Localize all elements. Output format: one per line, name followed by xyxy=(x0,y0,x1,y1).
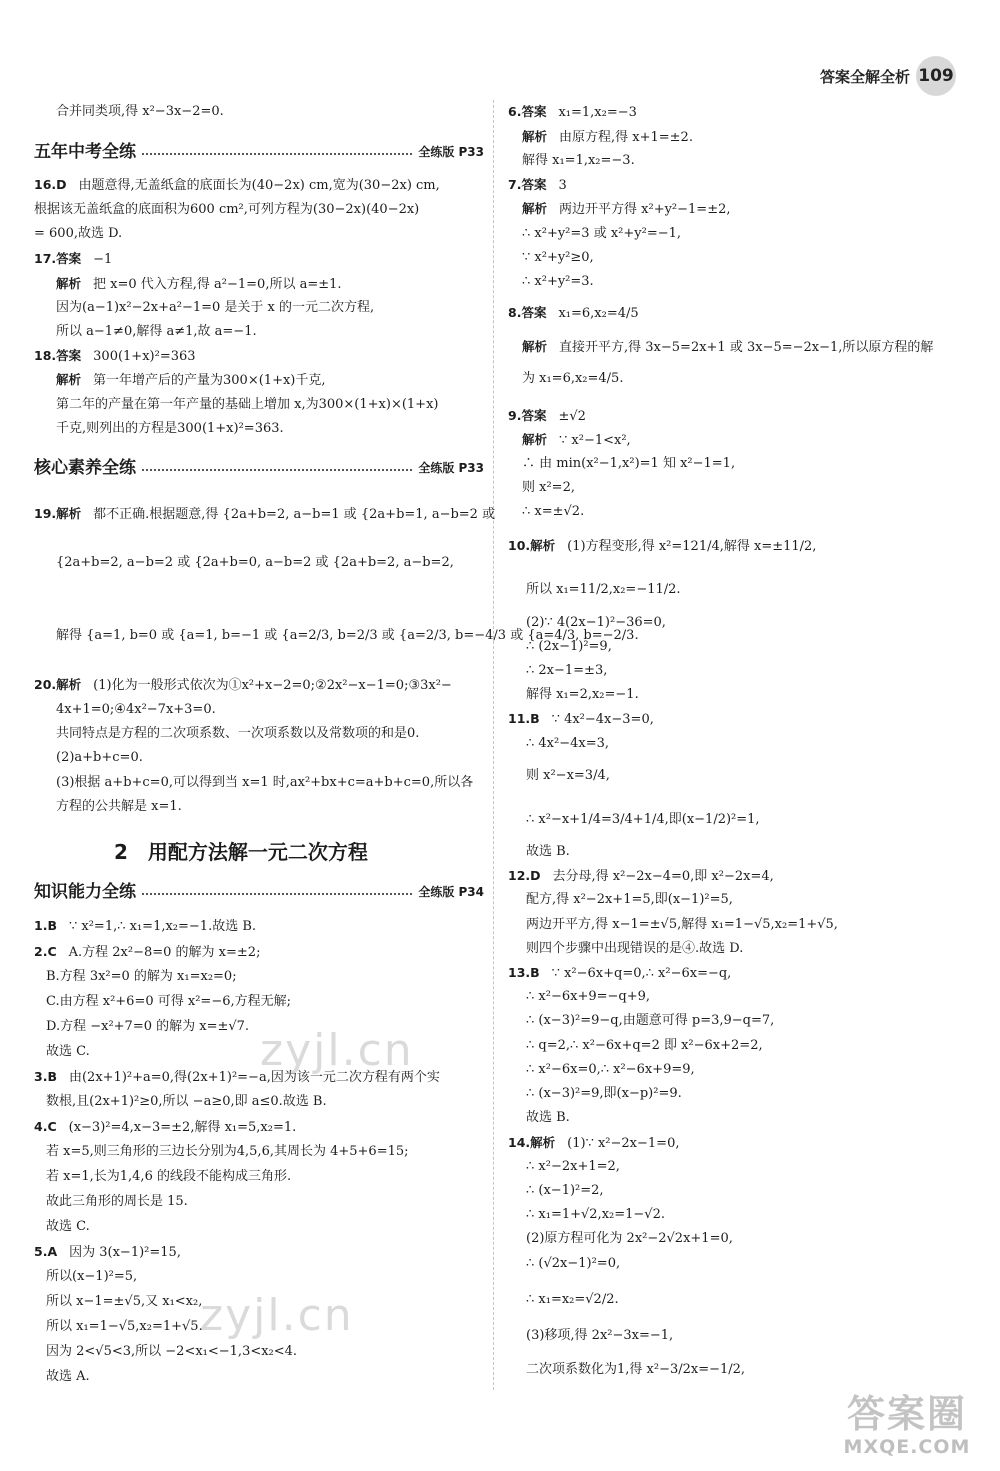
chapter-heading xyxy=(114,838,368,866)
text-line: 解得 x₁=1,x₂=−3. xyxy=(522,153,635,168)
answer-text: x₁=6,x₂=4/5 xyxy=(558,306,639,321)
question-number: 20.解析 xyxy=(34,677,82,692)
text-line: ∴ 4x²−4x=3, xyxy=(526,736,610,751)
text-line: (3)根据 a+b+c=0,可以得到当 x=1 时,ax²+bx+c=a+b+c=0,所以各 xyxy=(56,775,474,790)
analysis-label: 解析 xyxy=(56,276,82,291)
text-line: (2)∵ 4(2x−1)²−36=0, xyxy=(526,615,666,630)
section-header xyxy=(34,140,484,164)
analysis-text: 两边开平方得 x²+y²−1=±2, xyxy=(559,202,731,217)
section-header xyxy=(34,880,484,904)
answer-line xyxy=(508,102,637,123)
text-line: B.方程 3x²=0 的解为 x₁=x₂=0; xyxy=(46,969,237,984)
watermark-text: zyjl.cn xyxy=(200,1290,354,1341)
text-line: 方程的公共解是 x=1. xyxy=(56,799,182,814)
text-line: (2)a+b+c=0. xyxy=(56,750,143,765)
question-number: 19.解析 xyxy=(34,506,82,521)
section-ref: 全练版 P33 xyxy=(412,456,484,480)
answer-line xyxy=(34,1117,296,1138)
logo-url: MXQE.COM xyxy=(843,1436,971,1458)
text-line: 共同特点是方程的二次项系数、一次项系数以及常数项的和是0. xyxy=(56,726,420,741)
text-line: ∴ x²−6x+9=−q+9, xyxy=(526,989,651,1004)
question-number: 6.答案 xyxy=(508,104,547,119)
text-line: ∴ (x−3)²=9−q,由题意可得 p=3,9−q=7, xyxy=(526,1013,775,1028)
analysis-line xyxy=(56,274,342,295)
answer-line xyxy=(34,916,256,937)
answer-line xyxy=(508,1133,679,1154)
text-line: 解得 x₁=2,x₂=−1. xyxy=(526,687,639,702)
text-line: 则 x²=2, xyxy=(522,480,575,495)
section-header xyxy=(34,456,484,480)
answer-text: ∵ x²−6x+q=0,∴ x²−6x=−q, xyxy=(551,966,732,981)
analysis-line xyxy=(522,199,731,220)
text-line: ∵ x²+y²≥0, xyxy=(522,250,594,265)
text-line: ∴ x²−6x=0,∴ x²−6x+9=9, xyxy=(526,1062,695,1077)
text-line: 故选 B. xyxy=(526,1110,570,1125)
text-line: 所以 x−1=±√5,又 x₁<x₂, xyxy=(46,1294,203,1309)
analysis-line xyxy=(56,370,326,391)
answer-text: 由题意得,无盖纸盒的底面长为(40−2x) cm,宽为(30−2x) cm, xyxy=(78,178,440,193)
text-line: 千克,则列出的方程是300(1+x)²=363. xyxy=(56,421,284,436)
text-line: 为 x₁=6,x₂=4/5. xyxy=(522,371,624,386)
logo-text: 答案圈 xyxy=(846,1392,967,1436)
question-number: 2.C xyxy=(34,944,57,959)
answer-line xyxy=(508,866,774,887)
text-line: 则四个步骤中出现错误的是④.故选 D. xyxy=(526,941,744,956)
text-line: 4x+1=0;④4x²−7x+3=0. xyxy=(56,702,216,717)
answer-text: ∵ x²=1,∴ x₁=1,x₂=−1.故选 B. xyxy=(68,919,257,934)
answer-line xyxy=(508,406,586,427)
analysis-text: 直接开平方,得 3x−5=2x+1 或 3x−5=−2x−1,所以原方程的解 xyxy=(559,340,934,355)
question-number: 5.A xyxy=(34,1244,58,1259)
text-line: ∴ q=2,∴ x²−6x+q=2 即 x²−6x+2=2, xyxy=(526,1038,763,1053)
text-line: 根据该无盖纸盒的底面积为600 cm²,可列方程为(30−2x)(40−2x) xyxy=(34,202,420,217)
text-line: ∴ x₁=1+√2,x₂=1−√2. xyxy=(526,1207,665,1222)
section-title: 知识能力全练 xyxy=(34,880,142,904)
question-number: 12.D xyxy=(508,868,541,883)
watermark-logo xyxy=(832,1392,982,1462)
text-line: 故选 C. xyxy=(46,1219,90,1234)
text-line: ∴ (x−1)²=2, xyxy=(526,1183,604,1198)
answer-text: 300(1+x)²=363 xyxy=(93,349,196,364)
text-line: 数根,且(2x+1)²≥0,所以 −a≥0,即 a≤0.故选 B. xyxy=(46,1094,327,1109)
answer-line xyxy=(508,963,731,984)
text-line: 因为(a−1)x²−2x+a²−1=0 是关于 x 的一元二次方程, xyxy=(56,300,375,315)
text-line: 所以(x−1)²=5, xyxy=(46,1269,138,1284)
text-line: 因为 2<√5<3,所以 −2<x₁<−1,3<x₂<4. xyxy=(46,1344,298,1359)
text-line: 两边开平方,得 x−1=±√5,解得 x₁=1−√5,x₂=1+√5, xyxy=(526,917,838,932)
text-line: ∴ x₁=x₂=√2/2. xyxy=(526,1292,619,1307)
section-title: 五年中考全练 xyxy=(34,140,142,164)
text-line: ∴ x=±√2. xyxy=(522,504,585,519)
analysis-text: 由原方程,得 x+1=±2. xyxy=(559,130,693,145)
section-title: 核心素养全练 xyxy=(34,456,142,480)
text-line: ∴ 2x−1=±3, xyxy=(526,663,608,678)
answer-text: 由(2x+1)²+a=0,得(2x+1)²=−a,因为该一元二次方程有两个实 xyxy=(68,1070,440,1085)
question-number: 18.答案 xyxy=(34,348,82,363)
question-number: 4.C xyxy=(34,1119,57,1134)
question-number: 11.B xyxy=(508,711,540,726)
question-number: 16.D xyxy=(34,177,67,192)
answer-line xyxy=(34,504,495,525)
text-line: ∴ x²−2x+1=2, xyxy=(526,1159,620,1174)
answer-line xyxy=(34,942,260,963)
answer-line xyxy=(508,709,654,730)
column-divider xyxy=(493,100,494,1390)
header-title: 答案全解全析 xyxy=(819,68,910,86)
text-line: 故选 C. xyxy=(46,1044,90,1059)
chapter-title: 用配方法解一元二次方程 xyxy=(147,840,368,864)
text-line: ∴ x²+y²=3 或 x²+y²=−1, xyxy=(522,226,682,241)
answer-text: 3 xyxy=(558,178,567,193)
answer-text: 因为 3(x−1)²=15, xyxy=(69,1245,181,1260)
answer-line xyxy=(508,303,639,324)
analysis-line xyxy=(522,127,693,148)
answer-text: 去分母,得 x²−2x−4=0,即 x²−2x=4, xyxy=(552,869,774,884)
question-number: 17.答案 xyxy=(34,251,82,266)
answer-text: (1)化为一般形式依次为①x²+x−2=0;②2x²−x−1=0;③3x²− xyxy=(93,678,452,693)
text-line: C.由方程 x²+6=0 可得 x²=−6,方程无解; xyxy=(46,994,291,1009)
chapter-number: 2 xyxy=(114,840,128,864)
text-line: ∴ x²+y²=3. xyxy=(522,274,594,289)
question-number: 7.答案 xyxy=(508,177,547,192)
section-ref: 全练版 P33 xyxy=(412,140,484,164)
analysis-label: 解析 xyxy=(56,372,82,387)
text-line: 故此三角形的周长是 15. xyxy=(46,1194,188,1209)
text-line: 若 x=5,则三角形的三边长分别为4,5,6,其周长为 4+5+6=15; xyxy=(46,1144,409,1159)
answer-text: −1 xyxy=(93,252,113,267)
answer-text: (1)∵ x²−2x−1=0, xyxy=(567,1136,680,1151)
question-number: 8.答案 xyxy=(508,305,547,320)
analysis-text: 第一年增产后的产量为300×(1+x)千克, xyxy=(93,373,326,388)
page-number: 109 xyxy=(916,56,956,96)
question-number: 13.B xyxy=(508,965,540,980)
text-line: ∴ x²−x+1/4=3/4+1/4,即(x−1/2)²=1, xyxy=(526,812,760,827)
text-line: ∴ (√2x−1)²=0, xyxy=(526,1256,621,1271)
text-line: 故选 A. xyxy=(46,1369,90,1384)
text-line: (3)移项,得 2x²−3x=−1, xyxy=(526,1328,674,1343)
analysis-label: 解析 xyxy=(522,339,548,354)
analysis-line xyxy=(522,430,631,451)
text-line: ∴ 由 min(x²−1,x²)=1 知 x²−1=1, xyxy=(522,456,736,471)
text-line: (2)原方程可化为 2x²−2√2x+1=0, xyxy=(526,1231,733,1246)
text-line: 若 x=1,长为1,4,6 的线段不能构成三角形. xyxy=(46,1169,292,1184)
answer-line xyxy=(508,536,816,557)
text-line: 合并同类项,得 x²−3x−2=0. xyxy=(56,104,224,119)
text-line: ∴ (2x−1)²=9, xyxy=(526,639,612,654)
question-number: 9.答案 xyxy=(508,408,547,423)
analysis-text: ∵ x²−1<x², xyxy=(559,433,631,448)
text-line: ∴ (x−3)²=9,即(x−p)²=9. xyxy=(526,1086,682,1101)
question-number: 10.解析 xyxy=(508,538,556,553)
question-number: 3.B xyxy=(34,1069,57,1084)
answer-line xyxy=(34,346,196,367)
answer-line xyxy=(34,1242,181,1263)
text-line: 解得 {a=1, b=0 或 {a=1, b=−1 或 {a=2/3, b=2/3 或 {a=2/3, b=−4/3 或 {a=4/3, b=−2/3. xyxy=(56,628,639,643)
analysis-text: 把 x=0 代入方程,得 a²−1=0,所以 a=±1. xyxy=(93,277,342,292)
analysis-label: 解析 xyxy=(522,432,548,447)
answer-line xyxy=(34,675,452,696)
answer-text: x₁=1,x₂=−3 xyxy=(558,105,637,120)
text-line: 所以 a−1≠0,解得 a≠1,故 a=−1. xyxy=(56,324,257,339)
answer-text: ±√2 xyxy=(558,409,586,424)
answer-line xyxy=(34,249,112,270)
text-line: 第二年的产量在第一年产量的基础上增加 x,为300×(1+x)×(1+x) xyxy=(56,397,439,412)
answer-text: (x−3)²=4,x−3=±2,解得 x₁=5,x₂=1. xyxy=(68,1120,297,1135)
text-line: = 600,故选 D. xyxy=(34,226,123,241)
text-line: D.方程 −x²+7=0 的解为 x=±√7. xyxy=(46,1019,250,1034)
watermark-text: zyjl.cn xyxy=(260,1025,414,1076)
text-line: 故选 B. xyxy=(526,844,570,859)
analysis-line xyxy=(522,337,933,358)
text-line: 所以 x₁=1−√5,x₂=1+√5. xyxy=(46,1319,203,1334)
analysis-label: 解析 xyxy=(522,129,548,144)
text-line: {2a+b=2, a−b=2 或 {2a+b=0, a−b=2 或 {2a+b=2, a−b=2, xyxy=(56,555,454,570)
question-number: 14.解析 xyxy=(508,1135,556,1150)
answer-text: A.方程 2x²−8=0 的解为 x=±2; xyxy=(68,945,261,960)
text-line: 所以 x₁=11/2,x₂=−11/2. xyxy=(526,582,681,597)
section-ref: 全练版 P34 xyxy=(412,880,484,904)
question-number: 1.B xyxy=(34,918,57,933)
analysis-label: 解析 xyxy=(522,201,548,216)
answer-text: 都不正确.根据题意,得 {2a+b=2, a−b=1 或 {2a+b=1, a−b=2 或 xyxy=(93,507,496,522)
text-line: 二次项系数化为1,得 x²−3/2x=−1/2, xyxy=(526,1362,746,1377)
answer-line xyxy=(34,175,440,196)
text-line: 配方,得 x²−2x+1=5,即(x−1)²=5, xyxy=(526,892,733,907)
answer-line xyxy=(508,175,567,196)
answer-text: ∵ 4x²−4x−3=0, xyxy=(551,712,654,727)
answer-text: (1)方程变形,得 x²=121/4,解得 x=±11/2, xyxy=(567,539,817,554)
text-line: 则 x²−x=3/4, xyxy=(526,768,610,783)
